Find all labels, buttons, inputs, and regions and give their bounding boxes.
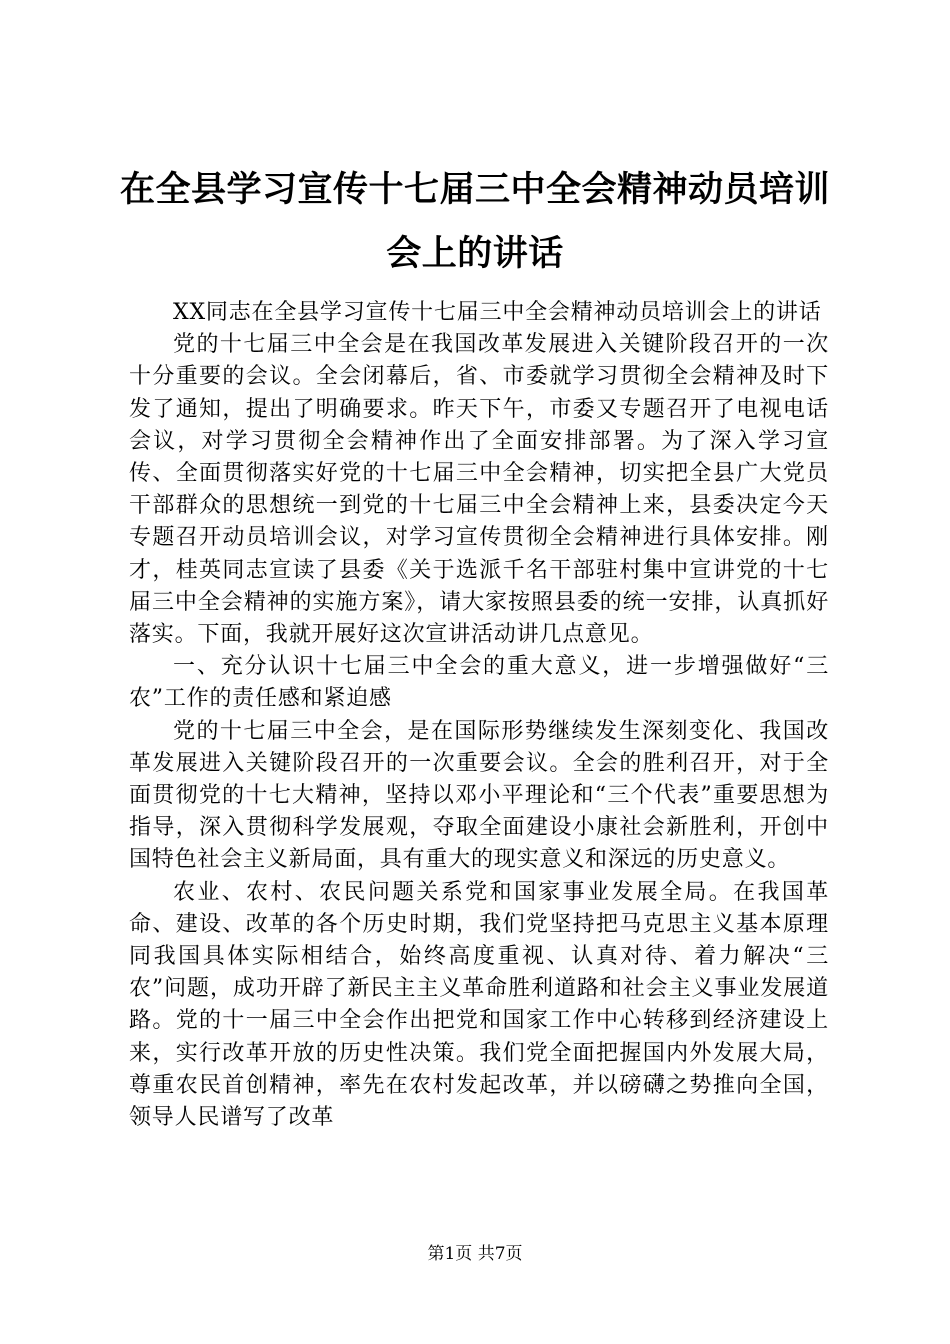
paragraph-history: 农业、农村、农民问题关系党和国家事业发展全局。在我国革命、建设、改革的各个历史时期，我们党坚持把马克思主义基本原理同我国具体实际相结合，始终高度重视、认真对待、着力解决“三农”问题，成功开辟了新民主主义革命胜利道路和社会主义事业发展道路。党的十一届三中全会作出把党和国家工作中心转移到经济建设上来，实行改革开放的历史性决策。我们党全面把握国内外发展大局，尊重农民首创精神，率先在农村发起改革，并以磅礴之势推向全国，领导人民谱写了改革: [129, 879, 829, 1131]
paragraph-significance: 党的十七届三中全会，是在国际形势继续发生深刻变化、我国改革发展进入关键阶段召开的一次重要会议。全会的胜利召开，对于全面贯彻党的十七大精神，坚持以邓小平理论和“三个代表”重要思想为指导，深入贯彻科学发展观，夺取全面建设小康社会新胜利，开创中国特色社会主义新局面，具有重大的现实意义和深远的历史意义。: [129, 718, 829, 873]
paragraph-speaker: XX同志在全县学习宣传十七届三中全会精神动员培训会上的讲话: [173, 300, 822, 325]
page-number: 第1页 共7页: [427, 1244, 523, 1264]
paragraph-intro: 党的十七届三中全会是在我国改革发展进入关键阶段召开的一次十分重要的会议。全会闭幕后，省、市委就学习贯彻全会精神及时下发了通知，提出了明确要求。昨天下午，市委又专题召开了电视电话会议，对学习贯彻全会精神作出了全面安排部署。为了深入学习宣传、全面贯彻落实好党的十七届三中全会精神，切实把全县广大党员干部群众的思想统一到党的十七届三中全会精神上来，县委决定今天专题召开动员培训会议，对学习宣传贯彻全会精神进行具体安排。刚才，桂英同志宣读了县委《关于选派千名干部驻村集中宣讲党的十七届三中全会精神的实施方案》，请大家按照县委的统一安排，认真抓好落实。下面，我就开展好这次宣讲活动讲几点意见。: [129, 332, 829, 648]
document-title: 在全县学习宣传十七届三中全会精神动员培训会上的讲话: [120, 169, 831, 274]
section-heading-1: 一、充分认识十七届三中全会的重大意义，进一步增强做好“三农”工作的责任感和紧迫感: [129, 654, 829, 712]
document-body: [129, 297, 829, 1134]
